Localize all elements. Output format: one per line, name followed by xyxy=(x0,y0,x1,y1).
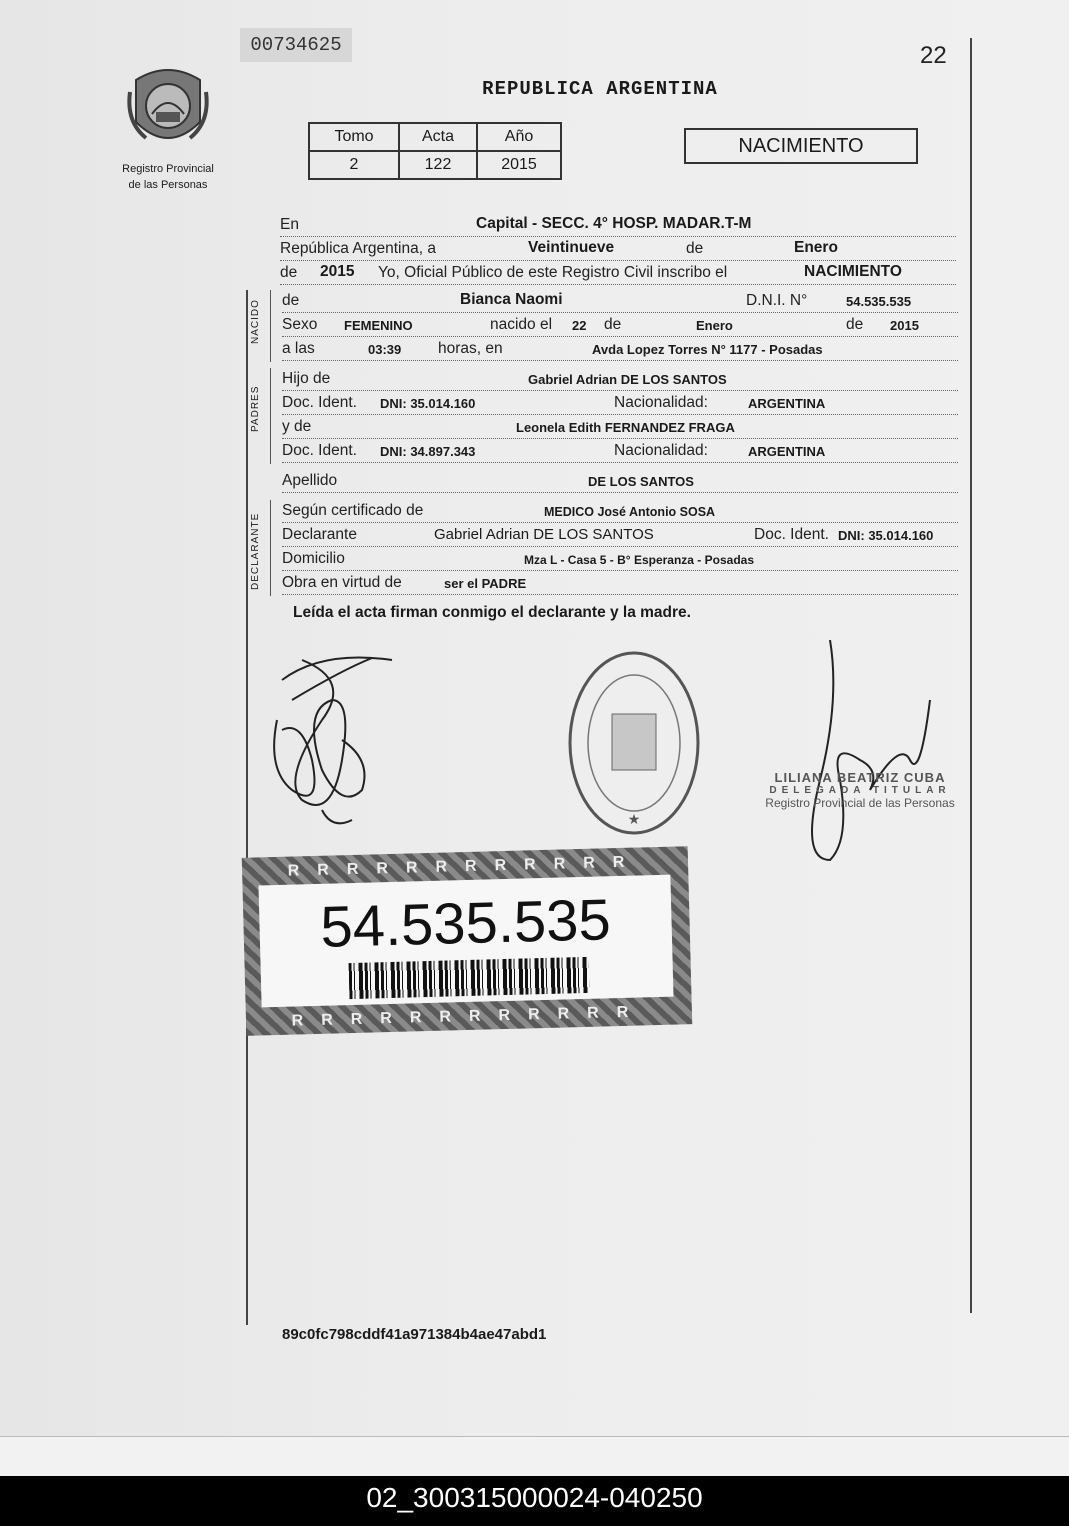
registry-seal xyxy=(566,648,702,838)
value-nombre: Bianca Naomi xyxy=(460,291,563,308)
label-obra: Obra en virtud de xyxy=(282,574,402,591)
page-number: 22 xyxy=(920,42,947,69)
value-hora: 03:39 xyxy=(368,342,402,357)
document-hash: 89c0fc798cddf41a971384b4ae47abd1 xyxy=(282,1326,547,1343)
line-nacido-nombre xyxy=(282,290,958,313)
id-barcode-label xyxy=(242,846,693,1036)
value-inscribo: NACIMIENTO xyxy=(804,263,902,280)
label-madre-nac: Nacionalidad: xyxy=(614,442,708,459)
label-de-nac: de xyxy=(604,316,622,333)
line-madre-doc xyxy=(282,440,958,463)
pattern-row-bottom: RRRRRRRRRRRR xyxy=(291,1003,647,1030)
officer-stamp xyxy=(760,770,960,810)
svg-text:★: ★ xyxy=(627,812,641,828)
serial-number: 00734625 xyxy=(240,28,352,62)
value-dni: 54.535.535 xyxy=(846,294,912,309)
label-nacido-el: nacido el xyxy=(490,316,553,333)
value-dia: Veintinueve xyxy=(528,239,615,256)
section-padres: PADRES xyxy=(250,385,261,432)
nacido-bar xyxy=(270,290,271,362)
label-domicilio: Domicilio xyxy=(282,550,345,567)
label-decl-doc: Doc. Ident. xyxy=(754,526,829,543)
header-tomo: Tomo xyxy=(309,123,399,151)
line-apellido xyxy=(282,470,958,493)
label-de-nac2: de xyxy=(846,316,864,333)
coat-of-arms-icon xyxy=(126,62,210,154)
label-declarante: Declarante xyxy=(282,526,357,543)
declarant-signature xyxy=(262,640,412,840)
label-a-las: a las xyxy=(282,340,315,357)
label-de2: de xyxy=(280,264,298,281)
label-certificado: Según certificado de xyxy=(282,502,424,519)
value-anio-intro: 2015 xyxy=(320,263,355,280)
line-y-de xyxy=(282,416,958,439)
value-obra: ser el PADRE xyxy=(444,576,527,591)
value-mes-nac: Enero xyxy=(696,318,733,333)
value-mes: Enero xyxy=(794,239,838,256)
line-en xyxy=(280,214,956,237)
officer-role: DELEGADA TITULAR xyxy=(769,785,951,796)
value-declarante: Gabriel Adrian DE LOS SANTOS xyxy=(434,526,654,543)
officer-signature xyxy=(790,640,940,870)
scan-id-bar: 02_300315000024-040250 xyxy=(0,1476,1069,1526)
line-hijo-de xyxy=(282,368,958,391)
record-type-box: NACIMIENTO xyxy=(684,128,918,164)
value-padre-doc: DNI: 35.014.160 xyxy=(380,396,476,411)
value-madre-doc: DNI: 34.897.343 xyxy=(380,444,476,459)
line-nacido-hora xyxy=(282,338,958,361)
line-inscribo xyxy=(280,262,956,285)
label-dni: D.N.I. N° xyxy=(746,292,808,309)
value-certificado: MEDICO José Antonio SOSA xyxy=(544,505,716,519)
line-padre-doc xyxy=(282,392,958,415)
logo-caption-1: Registro Provincial xyxy=(122,163,214,175)
value-madre-nac: ARGENTINA xyxy=(748,444,826,459)
officer-name: LILIANA BEATRIZ CUBA xyxy=(774,770,946,785)
label-apellido: Apellido xyxy=(282,472,338,489)
line-obra xyxy=(282,572,958,595)
padres-bar xyxy=(270,368,271,464)
label-republica: República Argentina, a xyxy=(280,240,436,257)
section-declarante: DECLARANTE xyxy=(250,512,261,590)
value-anio: 2015 xyxy=(477,151,561,179)
label-en: En xyxy=(280,216,299,233)
line-declarante xyxy=(282,524,958,547)
label-yo: Yo, Oficial Público de este Registro Civil inscribo el xyxy=(378,264,728,281)
value-sexo: FEMENINO xyxy=(344,318,413,333)
value-anio-nac: 2015 xyxy=(890,318,919,333)
right-frame-line xyxy=(970,38,972,1313)
tomo-acta-anio-table xyxy=(308,122,562,180)
value-madre: Leonela Edith FERNANDEZ FRAGA xyxy=(516,420,735,435)
label-y-de: y de xyxy=(282,418,312,435)
label-horas-en: horas, en xyxy=(438,340,503,357)
line-nacido-sexo xyxy=(282,314,958,337)
value-dia-nac: 22 xyxy=(572,318,587,333)
value-tomo: 2 xyxy=(309,151,399,179)
declarante-bar xyxy=(270,500,271,596)
value-padre-nac: ARGENTINA xyxy=(748,396,826,411)
label-sexo: Sexo xyxy=(282,316,318,333)
barcode-icon xyxy=(349,957,590,999)
header-anio: Año xyxy=(477,123,561,151)
line-republica xyxy=(280,238,956,261)
label-hijo-de: Hijo de xyxy=(282,370,331,387)
value-domicilio: Mza L - Casa 5 - B° Esperanza - Posadas xyxy=(524,553,754,567)
label-madre-doc: Doc. Ident. xyxy=(282,442,357,459)
officer-office: Registro Provincial de las Personas xyxy=(765,796,955,810)
label-de: de xyxy=(686,240,704,257)
value-apellido: DE LOS SANTOS xyxy=(588,474,694,489)
value-decl-doc: DNI: 35.014.160 xyxy=(838,528,934,543)
label-inner xyxy=(258,875,673,1008)
left-frame-line xyxy=(246,290,248,1325)
line-domicilio xyxy=(282,548,958,571)
label-id-number: 54.535.535 xyxy=(319,887,612,960)
next-page-strip xyxy=(0,1436,1069,1476)
value-en: Capital - SECC. 4° HOSP. MADAR.T-M xyxy=(476,215,752,232)
label-padre-nac: Nacionalidad: xyxy=(614,394,708,411)
logo-caption-2: de las Personas xyxy=(128,179,208,191)
document-title: REPUBLICA ARGENTINA xyxy=(482,78,718,100)
pattern-row-top: RRRRRRRRRRRR xyxy=(287,853,643,880)
provincial-logo xyxy=(118,62,218,191)
line-certificado xyxy=(282,500,958,523)
value-acta: 122 xyxy=(399,151,477,179)
reading-statement: Leída el acta firman conmigo el declarante y la madre. xyxy=(293,604,691,621)
section-nacido: NACIDO xyxy=(250,299,261,344)
value-padre: Gabriel Adrian DE LOS SANTOS xyxy=(528,372,727,387)
label-de-nacido: de xyxy=(282,292,300,309)
header-acta: Acta xyxy=(399,123,477,151)
label-padre-doc: Doc. Ident. xyxy=(282,394,357,411)
value-lugar: Avda Lopez Torres N° 1177 - Posadas xyxy=(592,342,823,357)
